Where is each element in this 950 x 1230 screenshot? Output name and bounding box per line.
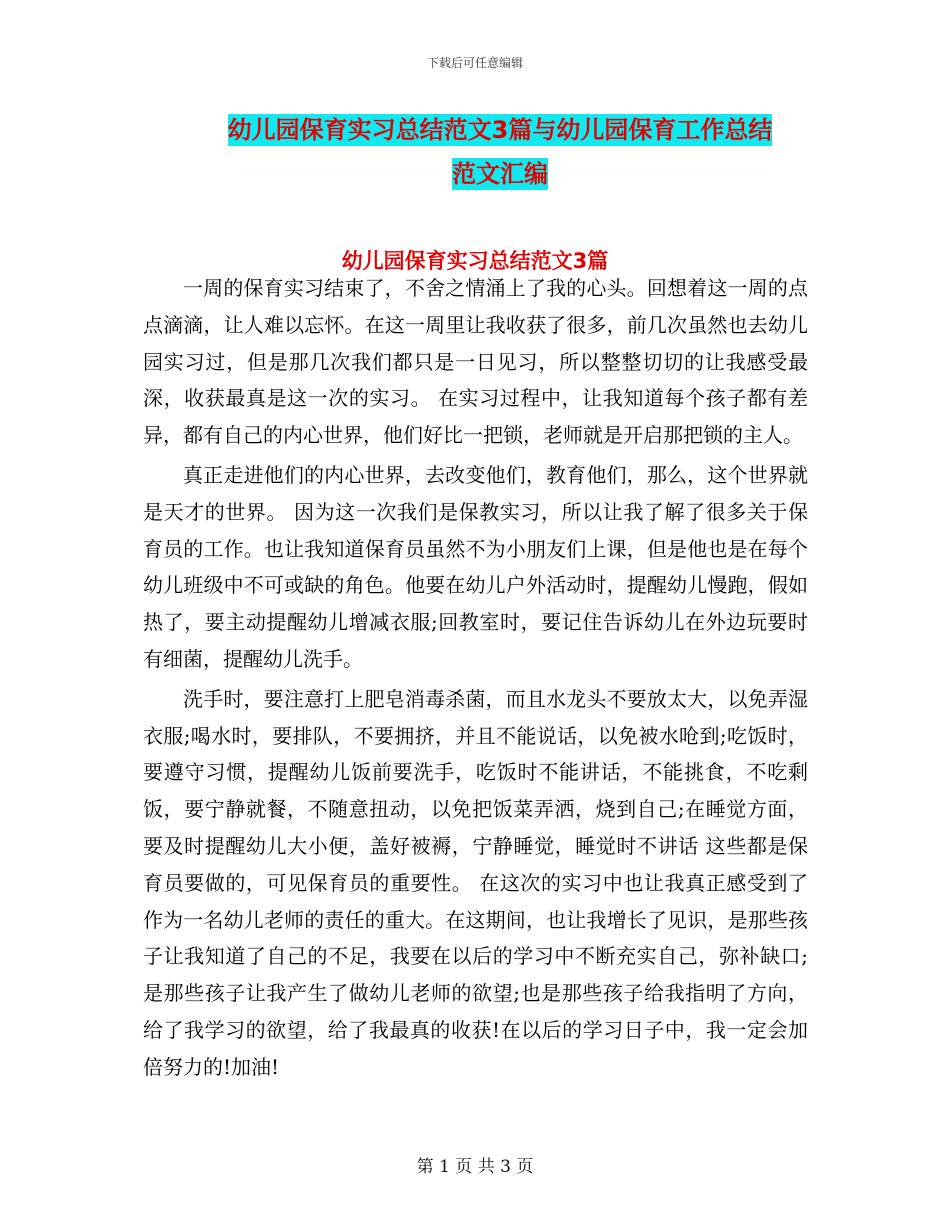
body-paragraph: 真正走进他们的内心世界，去改变他们，教育他们，那么，这个世界就是天才的世界。 因为这一次我们是保教实习，所以让我了解了很多关于保育员的工作。也让我知道保育员虽然不为小朋友们上课，但是他也是在每个幼儿班级中不可或缺的角色。他要在幼儿户外活动时，提醒幼儿慢跑，假如热了，要主动提醒幼儿增减衣服;回教室时，要记住告诉幼儿在外边玩要时有细菌，提醒幼儿洗手。	[143, 462, 808, 671]
body-paragraph: 一周的保育实习结束了，不舍之情涌上了我的心头。回想着这一周的点点滴滴，让人难以忘怀。在这一周里让我收获了很多，前几次虽然也去幼儿园实习过，但是那几次我们都只是一日见习，所以整整切切的让我感受最深，收获最真是这一次的实习。 在实习过程中，让我知道每个孩子都有差异，都有自己的内心世界，他们好比一把锁，老师就是开启那把锁的主人。	[143, 276, 808, 448]
document-body	[143, 270, 808, 1089]
section-title: 幼儿园保育实习总结范文3篇	[341, 249, 609, 273]
document-title-line-2: 范文汇编	[452, 160, 548, 188]
page-header-note: 下载后可任意编辑	[426, 56, 523, 70]
document-title	[140, 108, 860, 196]
document-title-line-1: 幼儿园保育实习总结范文3篇与幼儿园保育工作总结	[227, 116, 773, 144]
body-paragraph: 洗手时，要注意打上肥皂消毒杀菌，而且水龙头不要放太大，以免弄湿衣服;喝水时，要排队，不要拥挤，并且不能说话，以免被水呛到;吃饭时，要遵守习惯，提醒幼儿饭前要洗手，吃饭时不能讲话，不能挑食，不吃剩饭，要宁静就餐，不随意扭动，以免把饭菜弄洒，烧到自己;在睡觉方面，要及时提醒幼儿大小便，盖好被褥，宁静睡觉，睡觉时不讲话 这些都是保育员要做的，可见保育员的重要性。 在这次的实习中也让我真正感受到了作为一名幼儿老师的责任的重大。在这期间，也让我增长了见识，是那些孩子让我知道了自己的不足，我要在以后的学习中不断充实自己，弥补缺口;是那些孩子让我产生了做幼儿老师的欲望;也是那些孩子给我指明了方向，给了我学习的欲望，给了我最真的收获!在以后的学习日子中，我一定会加倍努力的!加油!	[143, 686, 808, 1079]
page-number-footer: 第 1 页 共 3 页	[416, 1157, 534, 1177]
